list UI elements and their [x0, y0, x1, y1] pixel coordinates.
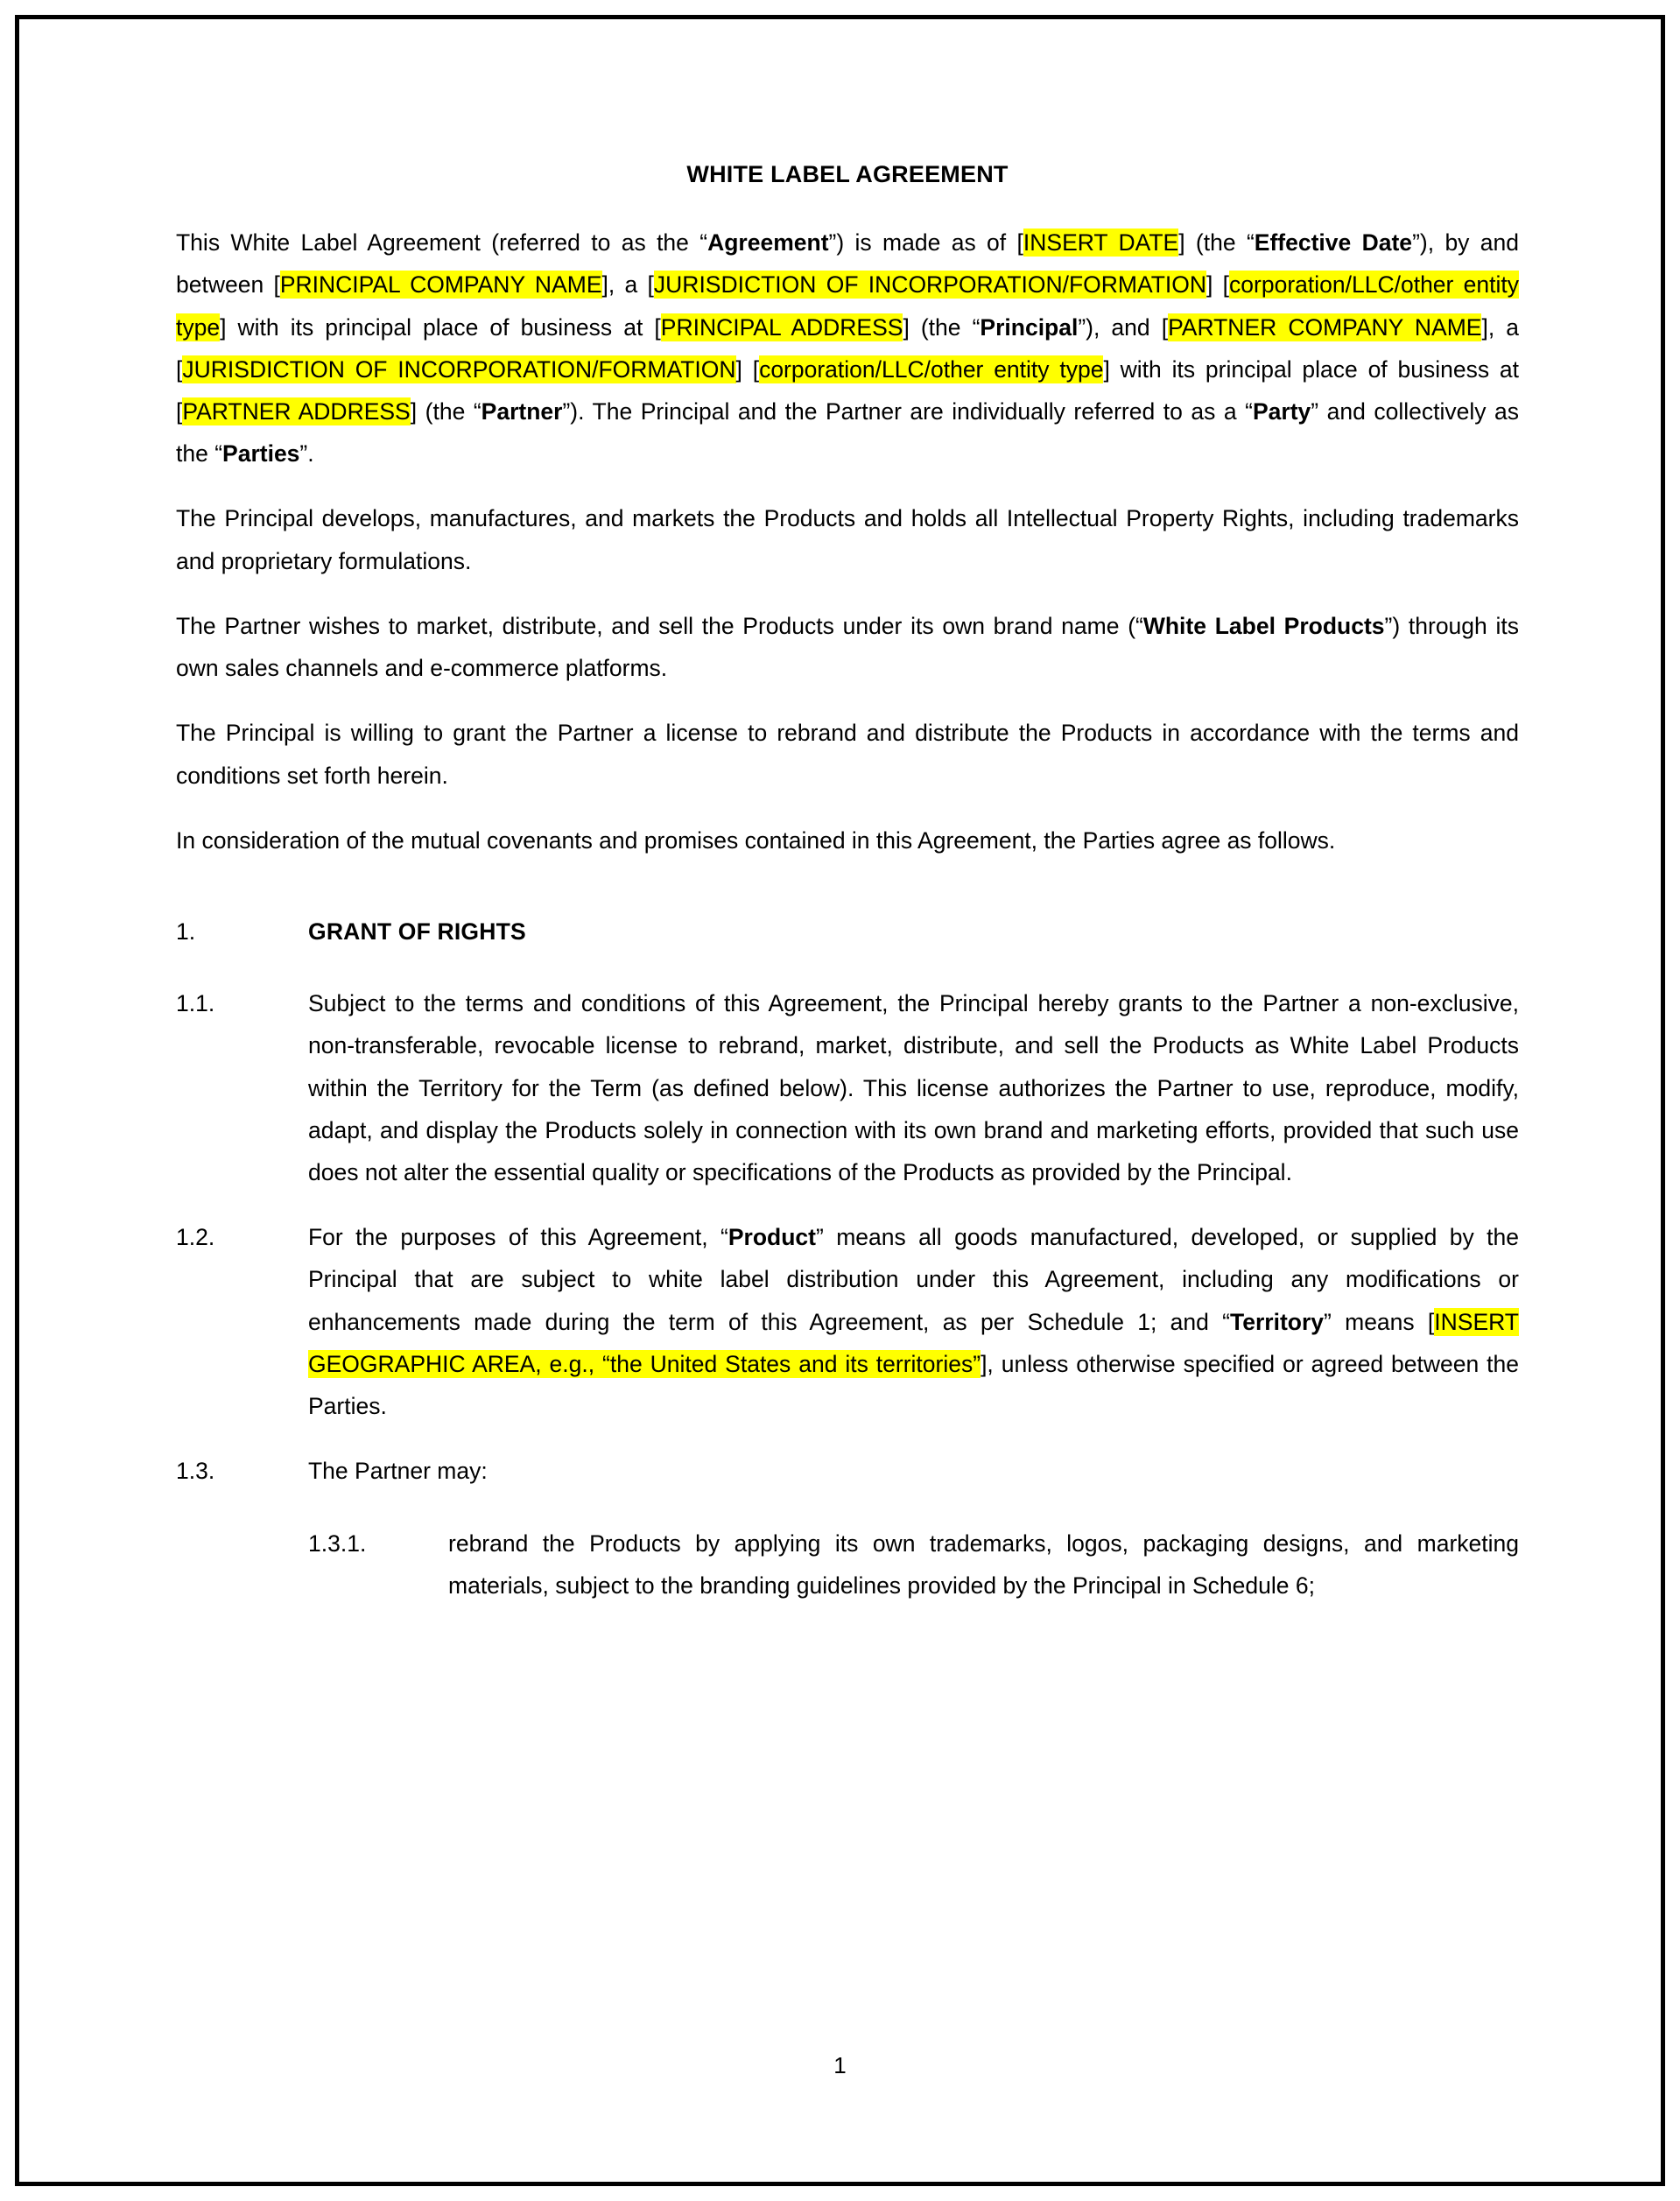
- defined-term-agreement: Agreement: [707, 229, 829, 257]
- page-frame: [15, 15, 1665, 2186]
- text-run: ” means [: [1324, 1308, 1435, 1335]
- placeholder-principal-entity-type: corporation/LLC/other entity type: [176, 271, 1519, 341]
- section-heading-1: [176, 911, 1519, 953]
- defined-term-product: Product: [728, 1224, 816, 1251]
- spacer: [176, 884, 1519, 911]
- text-run: ”) through its own sales channels and e-commerce platforms.: [176, 612, 1520, 682]
- clause-1-3: [176, 1450, 1519, 1492]
- text-run: ], a [: [176, 313, 1520, 383]
- section-title: GRANT OF RIGHTS: [308, 918, 526, 945]
- defined-term-partner: Partner: [481, 397, 563, 425]
- text-run: ”.: [299, 440, 314, 468]
- defined-term-territory: Territory: [1230, 1308, 1325, 1335]
- preamble-paragraph-3: [176, 605, 1519, 689]
- text-run: ] with its principal place of business at [: [176, 355, 1519, 425]
- page-title: WHITE LABEL AGREEMENT: [686, 161, 1009, 187]
- document-body: [176, 159, 1519, 1629]
- text-run: ” and collectively as the “: [176, 397, 1520, 468]
- text-run: ”), by and between [: [176, 229, 1520, 299]
- defined-term-party: Party: [1252, 397, 1311, 425]
- clause-1-2: [176, 1216, 1519, 1427]
- clause-text: The Partner may:: [308, 1458, 488, 1485]
- clause-number: 1.2.: [176, 1224, 215, 1251]
- clause-text: [308, 1216, 1519, 1427]
- clause-1-3-1: [176, 1522, 1519, 1607]
- placeholder-partner-jurisdiction: JURISDICTION OF INCORPORATION/FORMATION: [182, 355, 736, 383]
- text-run: For the purposes of this Agreement, “: [308, 1224, 728, 1251]
- text-run: ”), and [: [1078, 313, 1169, 341]
- preamble-paragraph-5: In consideration of the mutual covenants and promises contained in this Agreement, the Parties agree as follows.: [176, 826, 1336, 854]
- clause-number: 1.3.: [176, 1458, 215, 1485]
- placeholder-geographic-area: INSERT GEOGRAPHIC AREA, e.g., “the United States and its territories”: [308, 1308, 1519, 1377]
- text-run: ] [: [1206, 271, 1230, 299]
- defined-term-principal: Principal: [980, 313, 1079, 341]
- text-run: ] (the “: [410, 397, 482, 425]
- clause-text: Subject to the terms and conditions of this Agreement, the Principal hereby grants to the Partner a non-exclusive, non-transferable, revocable license to rebrand, market, distribute, and sell the Products as White Label Products within the Territory for the Term (as defined below). This license authorizes the Partner to use, reproduce, modify, adapt, and display the Products solely in connection with its own brand and marketing efforts, provided that such use does not alter the essential quality or specifications of the Products as provided by the Principal.: [308, 990, 1519, 1186]
- page-number: 1: [833, 2052, 847, 2078]
- placeholder-insert-date: INSERT DATE: [1023, 229, 1179, 257]
- text-run: ] with its principal place of business at [: [220, 313, 661, 341]
- placeholder-principal-jurisdiction: JURISDICTION OF INCORPORATION/FORMATION: [653, 271, 1207, 299]
- text-run: ”). The Principal and the Partner are individually referred to as a “: [562, 397, 1253, 425]
- text-run: ] (the “: [1178, 229, 1255, 257]
- clause-1-1: [176, 982, 1519, 1193]
- defined-term-parties: Parties: [222, 440, 300, 468]
- preamble-paragraph-2: The Principal develops, manufactures, and markets the Products and holds all Intellectual Property Rights, including trademarks and proprietary formulations.: [176, 505, 1519, 574]
- defined-term-white-label-products: White Label Products: [1142, 612, 1385, 639]
- text-run: ] (the “: [903, 313, 981, 341]
- text-run: This White Label Agreement (referred to as the “: [176, 229, 708, 257]
- preamble-paragraph-1: [176, 222, 1519, 475]
- defined-term-effective-date: Effective Date: [1254, 229, 1413, 257]
- text-run: ], unless otherwise specified or agreed between the Parties.: [308, 1350, 1519, 1420]
- text-run: The Partner wishes to market, distribute, and sell the Products under its own brand name (“: [176, 612, 1143, 639]
- placeholder-principal-company-name: PRINCIPAL COMPANY NAME: [279, 271, 602, 299]
- preamble-paragraph-4: The Principal is willing to grant the Partner a license to rebrand and distribute the Products in accordance with the terms and conditions set forth herein.: [176, 720, 1519, 789]
- text-run: ], a [: [601, 271, 654, 299]
- text-run: ”) is made as of [: [828, 229, 1023, 257]
- placeholder-partner-address: PARTNER ADDRESS: [182, 397, 411, 425]
- subclause-text: rebrand the Products by applying its own trademarks, logos, packaging designs, and marketing materials, subject to the branding guidelines provided by the Principal in Schedule 6;: [448, 1529, 1519, 1599]
- placeholder-principal-address: PRINCIPAL ADDRESS: [660, 313, 903, 341]
- placeholder-partner-entity-type: corporation/LLC/other entity type: [759, 355, 1104, 383]
- clause-number: 1.1.: [176, 990, 215, 1017]
- section-number: 1.: [176, 918, 196, 945]
- text-run: ” means all goods manufactured, developed, or supplied by the Principal that are subject to white label distribution under this Agreement, including any modifications or enhancements made during the term of this Agreement, as per Schedule 1; and “: [308, 1224, 1519, 1335]
- subclause-number: 1.3.1.: [308, 1529, 367, 1557]
- placeholder-partner-company-name: PARTNER COMPANY NAME: [1168, 313, 1482, 341]
- text-run: ] [: [735, 355, 760, 383]
